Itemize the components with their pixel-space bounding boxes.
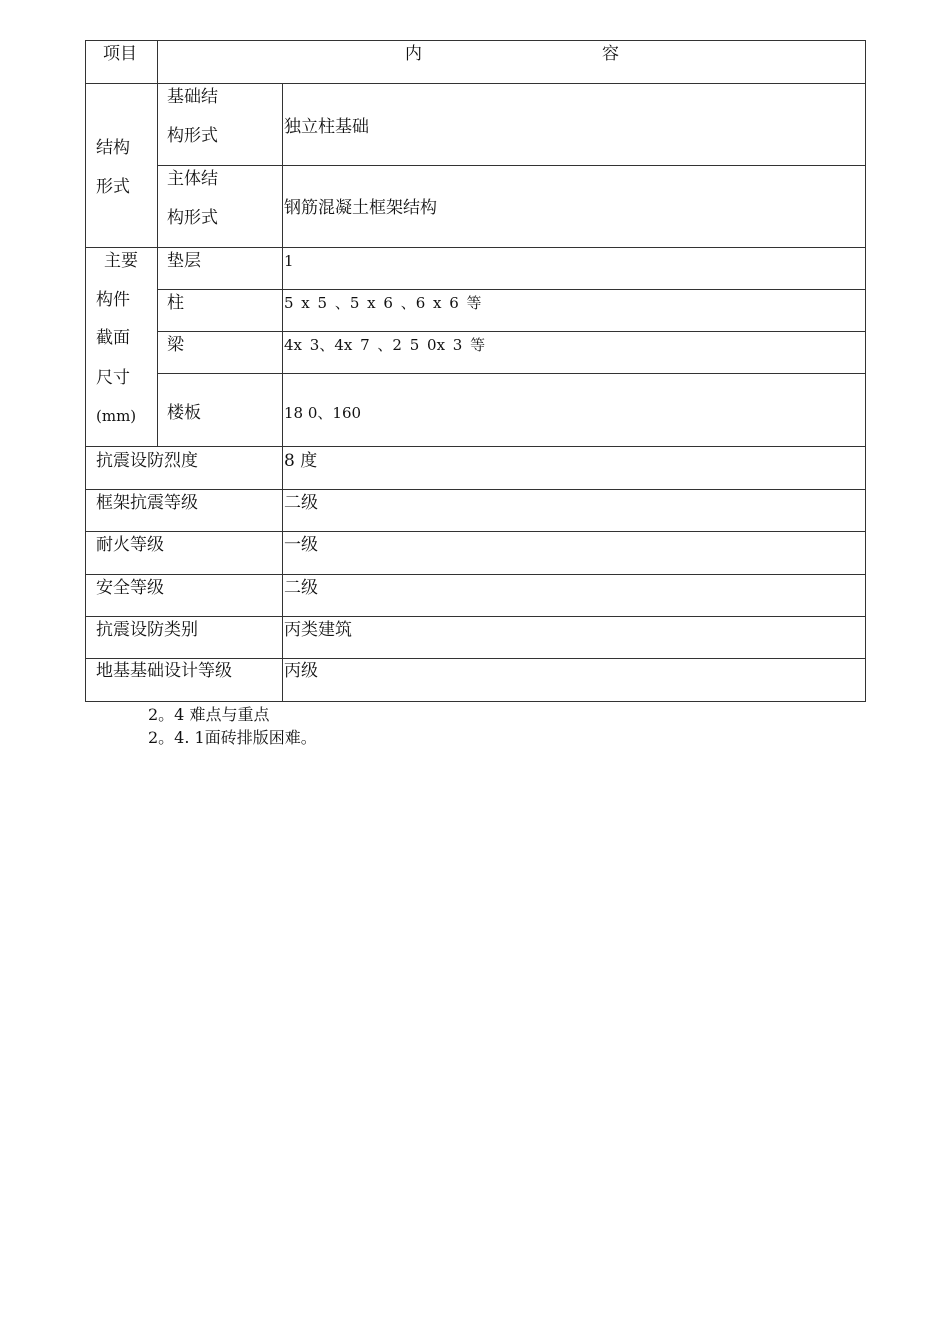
- table-border-top: [85, 40, 866, 41]
- member-value: 5 x 5 、5 x 6 、6 x 6 等: [284, 294, 482, 312]
- member-name: 梁: [167, 335, 184, 355]
- row-divider: [157, 165, 866, 166]
- foundation-label-line2: 构形式: [167, 126, 218, 146]
- property-value: 二级: [284, 578, 318, 598]
- property-value: 二级: [284, 493, 318, 513]
- header-item-label: 项目: [103, 44, 137, 64]
- member-name: 楼板: [167, 403, 201, 423]
- property-name: 抗震设防烈度: [96, 451, 198, 471]
- row-divider: [85, 574, 866, 575]
- member-name: 垫层: [167, 251, 201, 271]
- structure-label-line1: 结构: [96, 138, 130, 158]
- members-label-line2: 构件: [96, 290, 130, 310]
- row-divider: [157, 331, 866, 332]
- main-structure-label-line1: 主体结: [167, 169, 218, 189]
- row-divider: [85, 247, 866, 248]
- row-divider: [85, 83, 866, 84]
- property-name: 安全等级: [96, 578, 164, 598]
- property-value: 一级: [284, 535, 318, 555]
- members-label-line3: 截面: [96, 328, 130, 348]
- members-label-line5: (mm): [96, 407, 137, 425]
- foundation-label-line1: 基础结: [167, 87, 218, 107]
- row-divider: [85, 489, 866, 490]
- table-border-right: [865, 40, 866, 702]
- member-value: 4x 3、4x 7 、2 5 0x 3 等: [284, 336, 486, 354]
- property-value: 丙级: [284, 661, 318, 681]
- header-content-label-1: 内: [405, 44, 422, 64]
- header-content-label-2: 容: [602, 44, 619, 64]
- property-value: 丙类建筑: [284, 620, 352, 640]
- row-divider: [85, 616, 866, 617]
- table-border-left: [85, 40, 86, 702]
- member-name: 柱: [167, 293, 184, 313]
- members-label-line1: 主要: [104, 251, 138, 271]
- member-value: 1: [284, 252, 294, 270]
- section-item: 2。4. 1面砖排版困难。: [148, 728, 317, 747]
- property-name: 地基基础设计等级: [96, 661, 232, 681]
- member-value: 18 0、160: [284, 404, 362, 422]
- property-name: 耐火等级: [96, 535, 164, 555]
- row-divider: [85, 658, 866, 659]
- main-structure-value: 钢筋混凝土框架结构: [284, 198, 437, 218]
- property-value: 8 度: [284, 451, 318, 471]
- property-name: 抗震设防类别: [96, 620, 198, 640]
- structure-label-line2: 形式: [96, 177, 130, 197]
- row-divider: [157, 373, 866, 374]
- table-border-bottom: [85, 701, 866, 702]
- column-divider: [282, 83, 283, 702]
- property-name: 框架抗震等级: [96, 493, 198, 513]
- column-divider: [157, 40, 158, 447]
- main-structure-label-line2: 构形式: [167, 208, 218, 228]
- row-divider: [85, 446, 866, 447]
- row-divider: [157, 289, 866, 290]
- foundation-value: 独立柱基础: [284, 117, 369, 137]
- row-divider: [85, 531, 866, 532]
- section-heading: 2。4 难点与重点: [148, 705, 270, 724]
- members-label-line4: 尺寸: [96, 368, 130, 388]
